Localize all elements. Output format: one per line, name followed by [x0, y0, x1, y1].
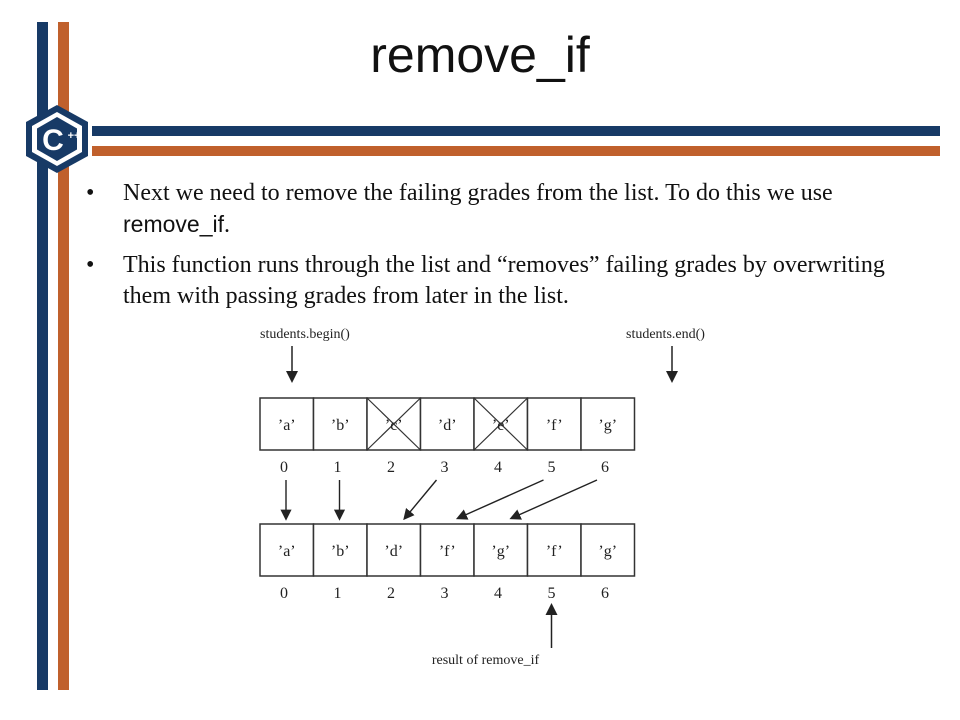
top-cell-value: ’b’: [330, 417, 350, 434]
index-label: 2: [387, 585, 395, 602]
svg-text:++: ++: [67, 130, 81, 142]
top-array: [260, 398, 635, 450]
move-arrows: [286, 480, 597, 518]
begin-label: students.begin(): [260, 327, 350, 342]
index-label: 4: [494, 459, 502, 476]
bottom-cell-value: ’g’: [491, 543, 511, 560]
index-label: 0: [280, 585, 288, 602]
slide-title: remove_if: [370, 27, 590, 83]
move-arrow: [512, 480, 597, 518]
header-navy-stripe: [92, 126, 940, 136]
index-label: 0: [280, 459, 288, 476]
cpp-logo-icon: [22, 103, 92, 175]
bullet-dot: •: [86, 180, 95, 206]
remove-if-diagram: [250, 318, 705, 670]
bottom-cell-value: ’d’: [384, 543, 404, 560]
code-remove-if: remove_if: [123, 211, 224, 237]
bullet-item-2: • This function runs through the list and “removes” failing grades by overwriting them with passing grades from later in the list.: [86, 252, 885, 309]
end-label: students.end(): [626, 327, 705, 342]
bottom-cell-value: ’f’: [545, 543, 563, 560]
index-label: 4: [494, 585, 502, 602]
bottom-array: [260, 524, 635, 576]
bottom-indices: [280, 585, 609, 602]
top-cell-value: ’f’: [545, 417, 563, 434]
bullet-list: [86, 178, 916, 321]
top-indices: [280, 459, 609, 476]
top-cell-value: ’d’: [437, 417, 457, 434]
index-label: 2: [387, 459, 395, 476]
index-label: 6: [601, 585, 609, 602]
svg-text:C: C: [42, 124, 64, 157]
top-cell-value: ’c’: [384, 417, 403, 434]
index-label: 6: [601, 459, 609, 476]
top-cell-value: ’g’: [598, 417, 618, 434]
bullet-dot: •: [86, 252, 95, 278]
top-cell-value: ’e’: [491, 417, 510, 434]
bullet-item-1: • Next we need to remove the failing grades from the list. To do this we use remove_if.: [86, 180, 833, 238]
header-orange-stripe: [92, 146, 940, 156]
result-label: result of remove_if: [431, 653, 540, 668]
index-label: 5: [547, 459, 556, 476]
index-label: 1: [333, 585, 342, 602]
index-label: 3: [440, 459, 449, 476]
bottom-cell-value: ’a’: [277, 543, 296, 560]
top-cell-value: ’a’: [277, 417, 296, 434]
index-label: 1: [333, 459, 342, 476]
index-label: 3: [440, 585, 449, 602]
index-label: 5: [547, 585, 556, 602]
move-arrow: [459, 480, 544, 518]
bottom-cell-value: ’f’: [438, 543, 456, 560]
bottom-cell-value: ’b’: [330, 543, 350, 560]
move-arrow: [405, 480, 437, 518]
bottom-cell-value: ’g’: [598, 543, 618, 560]
